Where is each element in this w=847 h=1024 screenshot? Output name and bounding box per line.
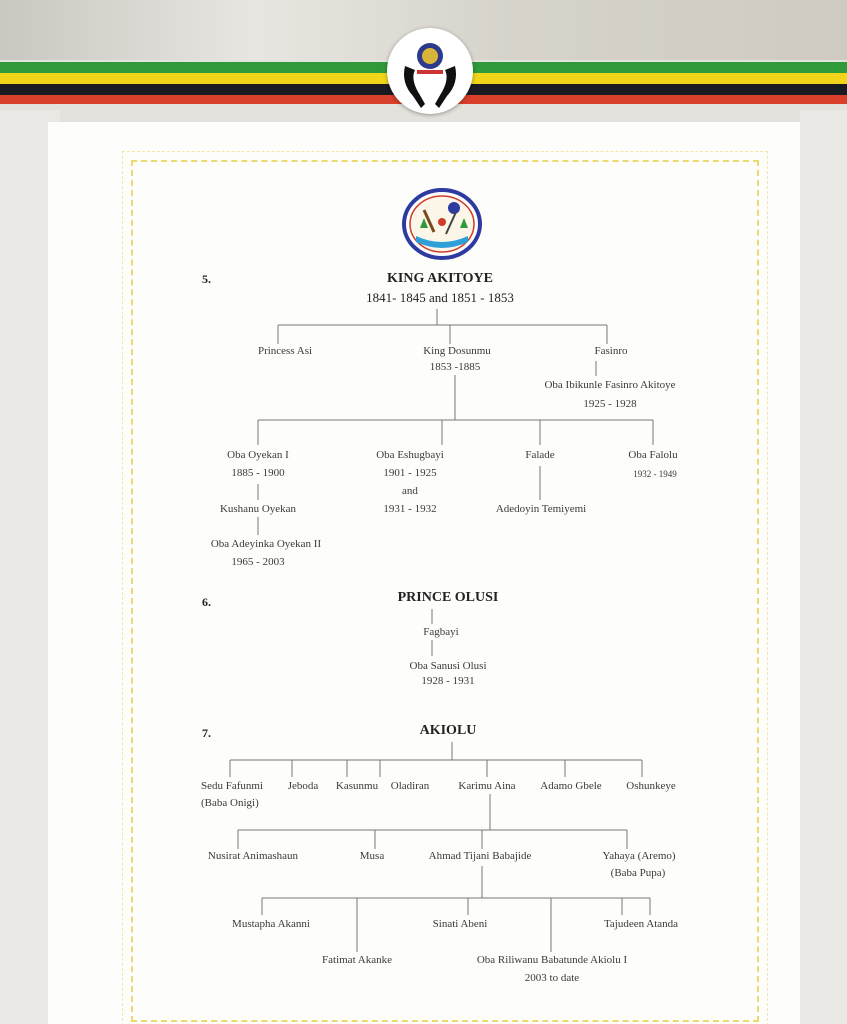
person-name: Oba Ibikunle Fasinro Akitoye xyxy=(544,379,676,391)
section-title: AKIOLU xyxy=(419,723,477,738)
person-name: Falade xyxy=(525,449,555,461)
person-name: Oba Riliwanu Babatunde Akiolu I xyxy=(476,954,628,966)
person-name: Oba Oyekan I xyxy=(227,449,289,461)
reign-years: 1928 - 1931 xyxy=(421,675,475,687)
person-name: Adedoyin Temiyemi xyxy=(495,503,587,515)
reign-years: 1932 - 1949 xyxy=(633,469,677,479)
person-name: Adamo Gbele xyxy=(540,780,602,792)
person-name: Oba Sanusi Olusi xyxy=(409,660,487,672)
person-name: Yahaya (Aremo) xyxy=(602,850,676,862)
person-name: Oba Falolu xyxy=(628,449,678,461)
person-name: Oladiran xyxy=(390,780,430,792)
person-name: Fasinro xyxy=(594,345,628,357)
person-name: Mustapha Akanni xyxy=(232,918,310,930)
reign-years: 1925 - 1928 xyxy=(583,398,637,410)
reign-years: 1853 -1885 xyxy=(429,361,481,373)
person-name: Karimu Aina xyxy=(458,780,516,792)
person-name: Princess Asi xyxy=(257,345,313,357)
person-alias: (Baba Onigi) xyxy=(201,797,259,809)
person-name: Oba Eshugbayi xyxy=(376,449,444,461)
reign-years: 2003 to date xyxy=(524,972,580,984)
person-name: Fatimat Akanke xyxy=(322,954,392,966)
conjunction: and xyxy=(402,485,418,497)
person-name: Musa xyxy=(359,850,385,862)
person-name: Sedu Fafunmi xyxy=(201,780,264,792)
person-name: Kushanu Oyekan xyxy=(219,503,297,515)
person-name: Sinati Abeni xyxy=(432,918,488,930)
person-name: Tajudeen Atanda xyxy=(603,918,679,930)
person-name: Oba Adeyinka Oyekan II xyxy=(210,538,322,550)
reign-years: 1931 - 1932 xyxy=(383,503,437,515)
person-name: Nusirat Animashaun xyxy=(207,850,299,862)
section-number: 6. xyxy=(202,595,211,609)
person-name: King Dosunmu xyxy=(423,345,491,357)
person-name: Jeboda xyxy=(287,780,319,792)
reign-years: 1885 - 1900 xyxy=(231,467,285,479)
section-title: KING AKITOYE xyxy=(387,271,493,286)
section-period: 1841- 1845 and 1851 - 1853 xyxy=(366,290,514,305)
section-number: 5. xyxy=(202,272,211,286)
person-name: Kasunmu xyxy=(335,780,379,792)
section-title: PRINCE OLUSI xyxy=(397,590,499,605)
reign-years: 1965 - 2003 xyxy=(231,556,285,568)
reign-years: 1901 - 1925 xyxy=(383,467,437,479)
person-alias: (Baba Pupa) xyxy=(610,867,666,879)
person-name: Ahmad Tijani Babajide xyxy=(428,850,532,862)
person-name: Oshunkeye xyxy=(626,780,676,792)
person-name: Fagbayi xyxy=(423,626,459,638)
section-number: 7. xyxy=(202,726,211,740)
